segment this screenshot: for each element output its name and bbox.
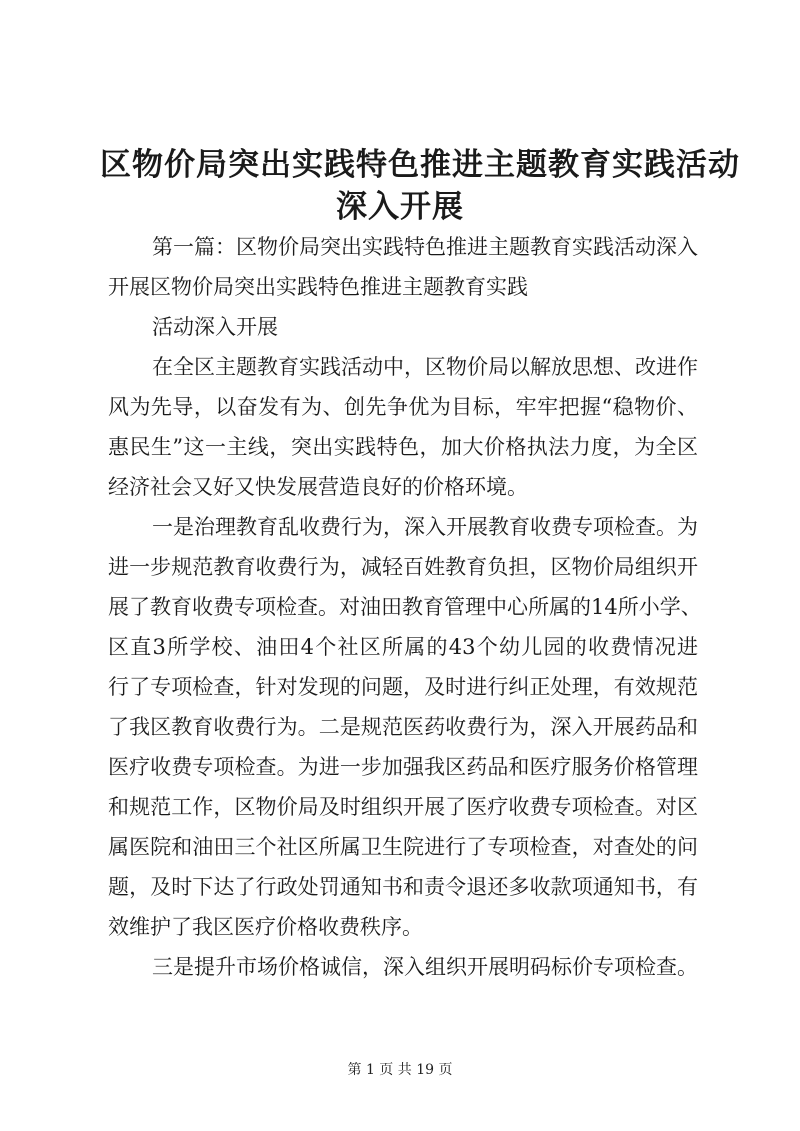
body-line: 经济社会又好又快发展营造良好的价格环境。 — [108, 475, 528, 499]
body-line: 属医院和油田三个社区所属卫生院进行了专项检查，对查处的问 — [108, 835, 698, 859]
body-line: 行了专项检查，针对发现的问题，及时进行纠正处理，有效规范 — [108, 675, 698, 699]
body-line: 区直3所学校、油田4个社区所属的43个幼儿园的收费情况进 — [108, 635, 698, 659]
body-line: 开展区物价局突出实践特色推进主题教育实践 — [108, 275, 528, 299]
body-line: 效维护了我区医疗价格收费秩序。 — [108, 915, 423, 939]
body-line: 活动深入开展 — [152, 315, 278, 339]
body-line: 三是提升市场价格诚信，深入组织开展明码标价专项检查。 — [152, 955, 698, 979]
page-number-footer: 第 1 页 共 19 页 — [347, 1062, 453, 1078]
document-title-line-1: 区物价局突出实践特色推进主题教育实践活动 — [100, 147, 740, 183]
body-line: 题，及时下达了行政处罚通知书和责令退还多收款项通知书，有 — [108, 875, 698, 899]
body-line: 进一步规范教育收费行为，减轻百姓教育负担，区物价局组织开 — [108, 555, 698, 579]
document-title-line-2: 深入开展 — [336, 189, 464, 225]
body-line: 风为先导，以奋发有为、创先争优为目标，牢牢把握“稳物价、 — [108, 395, 698, 419]
body-line: 第一篇：区物价局突出实践特色推进主题教育实践活动深入 — [152, 235, 698, 259]
body-line: 医疗收费专项检查。为进一步加强我区药品和医疗服务价格管理 — [108, 755, 698, 779]
body-line: 和规范工作，区物价局及时组织开展了医疗收费专项检查。对区 — [108, 795, 698, 819]
body-line: 一是治理教育乱收费行为，深入开展教育收费专项检查。为 — [152, 515, 698, 539]
body-line: 在全区主题教育实践活动中，区物价局以解放思想、改进作 — [152, 355, 698, 379]
body-line: 惠民生”这一主线，突出实践特色，加大价格执法力度，为全区 — [108, 435, 698, 459]
body-line: 了我区教育收费行为。二是规范医药收费行为，深入开展药品和 — [108, 715, 698, 739]
body-line: 展了教育收费专项检查。对油田教育管理中心所属的14所小学、 — [108, 595, 702, 619]
